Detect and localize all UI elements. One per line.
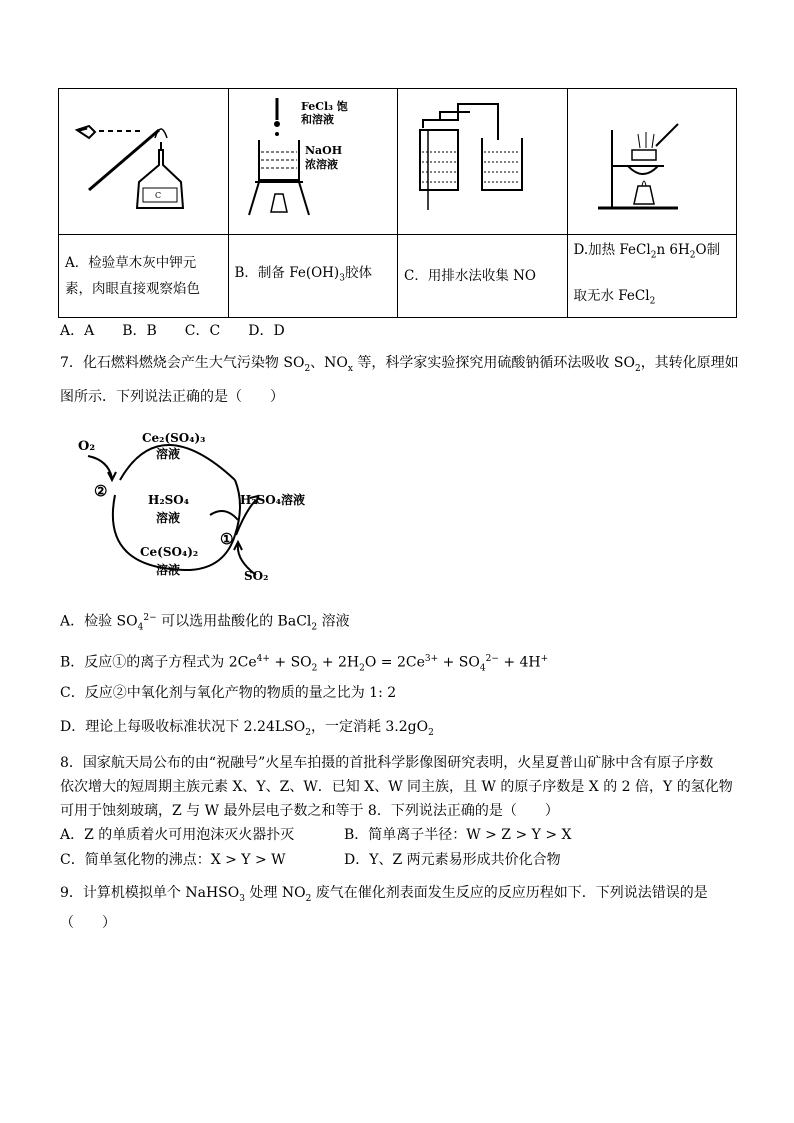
q7-stem-line1: 7．化石燃料燃烧会产生大气污染物 $SO_2$、$NO_x$ 等，科学家实验探究用硫酸钠循环法吸收 $SO_2$，其转化原理如	[60, 355, 739, 374]
q8-option-a: A．Z 的单质着火可用泡沫灭火器扑灭	[60, 827, 295, 843]
option-d-cell	[567, 235, 737, 318]
fecl3-label: FeCl₃ 饱	[300, 99, 348, 113]
ceso42-label: Ce(SO₄)₂	[140, 545, 199, 559]
q6-answer-choices: A．A B．B C．C D．D	[60, 323, 285, 339]
q9-stem-line2: （ ）	[60, 915, 116, 931]
option-d-l2: 取无水 FeCl	[573, 288, 650, 304]
option-d-l1mid: n 6H	[656, 242, 690, 259]
option-d-l1: D.加热 FeCl	[573, 242, 651, 259]
q9-stem-line1: 9．计算机模拟单个 NaHSO$_3$ 处理 $NO_2$ 废气在催化剂表面发生反应的反应历程如下．下列说法错误的是	[60, 885, 708, 904]
q7-stem-c: 等，科学家实验探究用硫酸钠循环法吸收 SO	[352, 355, 635, 371]
q7-option-c: C．反应②中氧化剂与氧化产物的物质的量之比为 1: 2	[60, 685, 397, 701]
reaction-1-label: ①	[220, 530, 234, 548]
q8-option-c: C．简单氢化物的沸点：X > Y > W	[60, 852, 286, 868]
concentrated-solution-label: 浓溶液	[304, 157, 338, 171]
h2so4-inner-label: H₂SO₄	[148, 493, 189, 507]
q7-opt-b-6: + 4H	[498, 654, 541, 671]
q7-option-a: A．检验 $SO_4^{2-}$ 可以选用盐酸化的 BaCl$_2$ 溶液	[60, 613, 350, 633]
q8-option-b: B．简单离子半径：W > Z > Y > X	[344, 827, 572, 843]
q7-option-b: B．反应①的离子方程式为 $2Ce^{4+} + SO_2 + 2H_2O = 2Ce^{3+} + SO_4^{2-} + 4H^+$	[60, 654, 549, 674]
q8-stem-line3: 可用于蚀刻玻璃，Z 与 W 最外层电子数之和等于 8．下列说法正确的是（ ）	[60, 803, 559, 819]
ceso42-solution-label: 溶液	[156, 563, 181, 577]
gas-collection-figure	[398, 89, 568, 235]
h2so4-inner-solution-label: 溶液	[156, 511, 181, 525]
ce2so43-label: Ce₂(SO₄)₃	[142, 431, 206, 445]
option-d-line1	[574, 237, 731, 269]
h2so4-out-label: H₂SO₄溶液	[240, 493, 305, 507]
q8-option-d: D．Y、Z 两元素易形成共价化合物	[344, 852, 561, 868]
q7-opt-b-4: O = 2Ce	[364, 654, 425, 671]
option-c-text: C．用排水法收集 NO	[404, 268, 537, 284]
option-d-line2	[574, 283, 731, 315]
dehydration-figure	[567, 89, 737, 235]
q7-opt-b-text: B．反应①的离子方程式为 2Ce	[60, 654, 257, 671]
question-6-table	[58, 88, 737, 318]
q7-opt-d-post: ，一定消耗 3.2gO	[310, 719, 429, 735]
q9-stem-a: 9．计算机模拟单个 NaHSO	[60, 885, 240, 901]
q7-opt-b-3: + 2H	[317, 654, 360, 671]
option-d-l1sub: 2	[650, 251, 657, 261]
water-displacement-illustration	[398, 90, 566, 230]
q7-opt-b-2: + SO	[269, 654, 312, 671]
reaction-2-label: ②	[94, 482, 108, 500]
option-d-l1sub2: 2	[689, 251, 696, 261]
flame-test-illustration	[59, 90, 227, 230]
flame-test-figure	[59, 89, 229, 235]
q9-stem-c: 废气在催化剂表面发生反应的反应历程如下．下列说法错误的是	[311, 885, 708, 901]
q7-opt-a-text: A．检验 SO	[60, 613, 138, 630]
svg-text:C: C	[155, 190, 162, 200]
option-a-cell	[59, 235, 229, 318]
option-c-cell	[398, 235, 568, 318]
colloid-prep-figure	[228, 89, 398, 235]
o2-label: O₂	[78, 439, 96, 454]
q7-opt-a-end: 溶液	[317, 613, 350, 630]
q9-stem-b: 处理 NO	[244, 885, 306, 901]
q8-stem-line1: 8．国家航天局公布的由“祝融号”火星车拍摄的首批科学影像图研究表明，火星夏普山矿脉中含有原子序数	[60, 755, 714, 771]
q8-options-row2	[60, 849, 736, 871]
q8-stem-line2: 依次增大的短周期主族元素 X、Y、Z、W．已知 X、W 同主族，且 W 的原子序数是 X 的 2 倍，Y 的氢化物	[60, 779, 733, 795]
ce2so43-solution-label: 溶液	[156, 447, 181, 461]
option-b-cell	[228, 235, 398, 318]
so2-label: SO₂	[244, 569, 269, 583]
q7-opt-b-5: + SO	[438, 654, 480, 671]
option-d-l2sub: 2	[649, 296, 656, 307]
q7-stem-b: 、NO	[310, 355, 348, 371]
option-b-text: B．制备 Fe(OH)	[234, 265, 340, 282]
q8-options-row1	[60, 824, 736, 846]
saturated-solution-label: 和溶液	[300, 112, 334, 126]
option-d-l1post: O制	[695, 242, 721, 259]
option-b-sub: 3	[339, 273, 345, 284]
h2so4-arrow	[210, 511, 238, 520]
option-a-text: A．检验草木灰中钾元素，肉眼直接观察焰色	[65, 255, 200, 297]
q7-opt-d-text: D．理论上每吸收标准状况下 2.24LSO	[60, 719, 306, 735]
q7-cycle-diagram	[60, 420, 340, 590]
q7-opt-a-post: 可以选用盐酸化的 BaCl	[156, 613, 312, 630]
q7-stem-d: ，其转化原理如	[640, 355, 739, 371]
q7-stem-line2: 图所示．下列说法正确的是（ ）	[60, 389, 284, 405]
ring-stand-illustration	[568, 90, 736, 230]
naoh-label: NaOH	[304, 143, 342, 157]
q7-stem-a: 7．化石燃料燃烧会产生大气污染物 SO	[60, 355, 305, 371]
beaker-heating-illustration	[229, 90, 397, 230]
option-b-post: 胶体	[344, 265, 372, 282]
q7-option-d: D．理论上每吸收标准状况下 $2.24LSO_2$，一定消耗 $3.2gO_2$	[60, 719, 434, 738]
